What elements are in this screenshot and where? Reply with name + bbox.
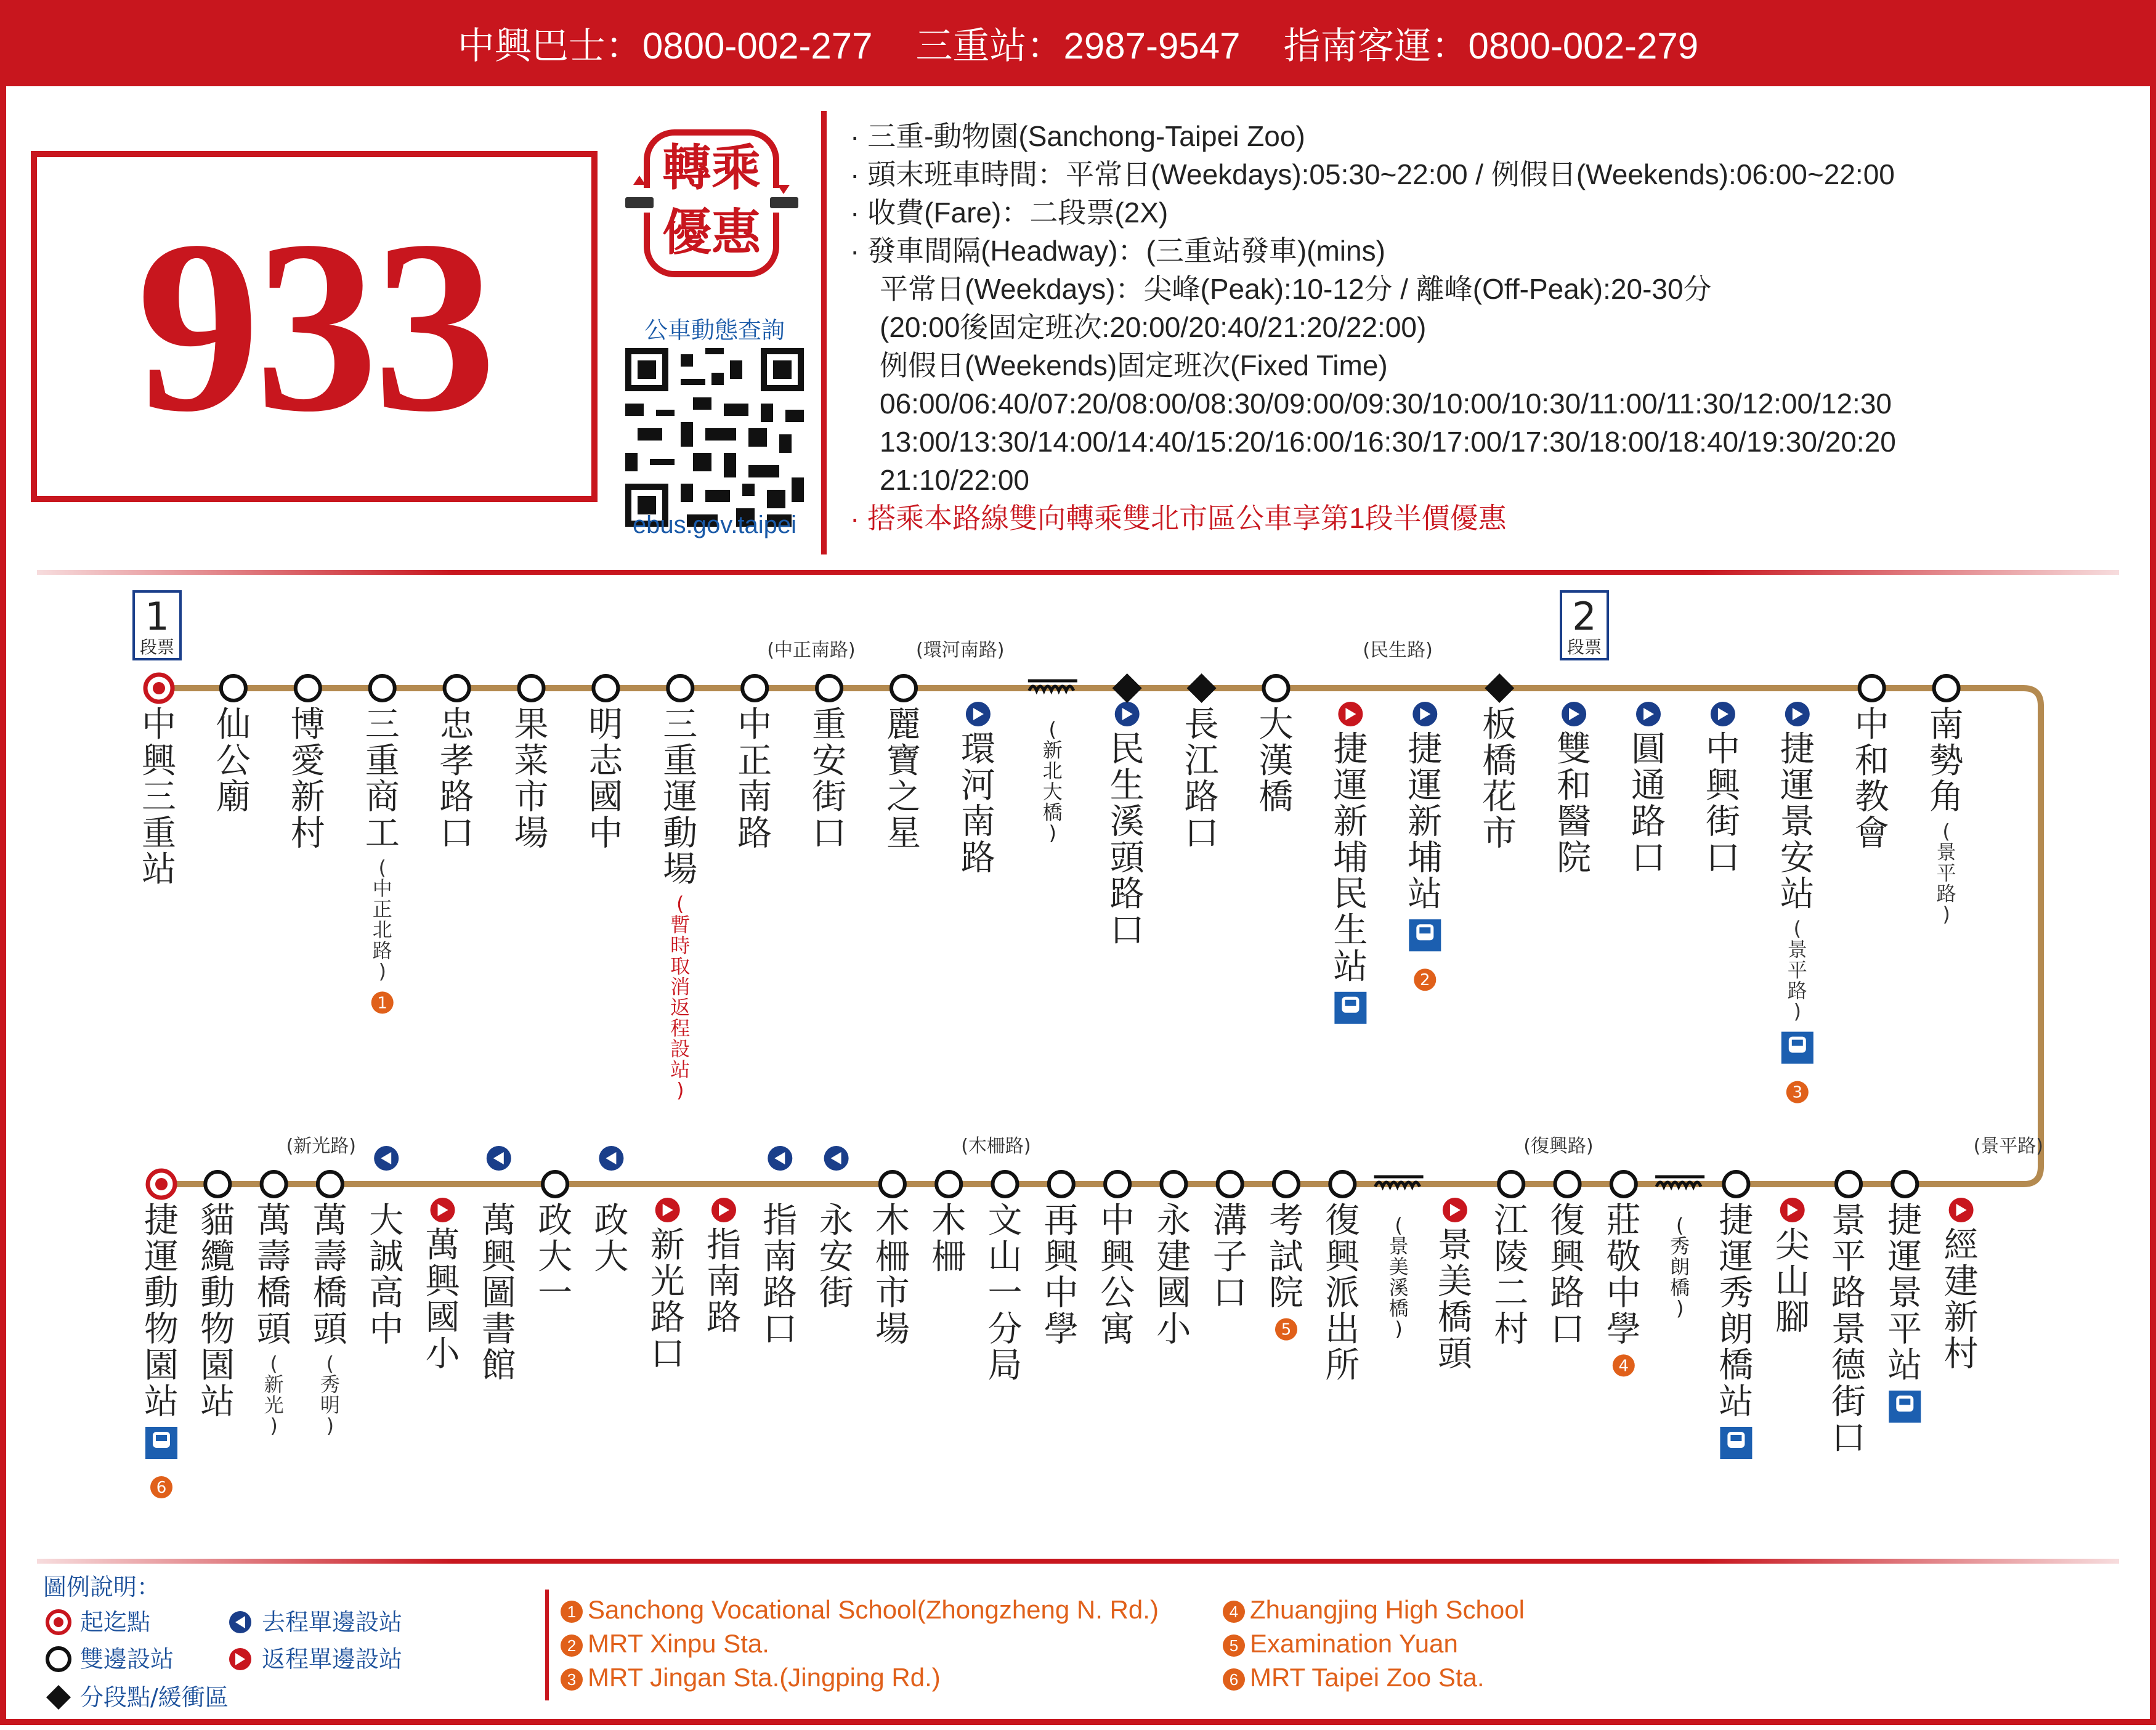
station-name: 指南路 [707,1225,741,1338]
mrt-window [1730,1435,1741,1441]
station-name: 中興街口 [1705,729,1740,879]
info-line: · 收費(Fare)：二段票(2X) [850,197,1169,229]
fare-section-number: 2 [1572,594,1597,639]
legend-return-icon [229,1648,251,1670]
station-name: 莊敬中學 [1606,1201,1641,1350]
two-way-stop-icon [543,1172,567,1196]
station-name: 政大一 [538,1201,573,1314]
station-note-red: (暫時取消返程設站) [670,892,691,1102]
note-number: 4 [1618,1357,1629,1376]
station-name: 經建新村 [1943,1225,1979,1375]
note-number: 6 [156,1479,167,1497]
legend-label: 分段點/緩衝區 [80,1684,229,1711]
station-name: 永安街 [819,1201,854,1314]
info-line: · 發車間隔(Headway)：(三重站發車)(mins) [850,235,1385,267]
two-way-stop-icon [993,1172,1018,1196]
station-name: (新北大橋) [1042,718,1063,845]
badge-line2: 優惠 [662,204,761,261]
station-name: 景平路景德街口 [1831,1201,1866,1458]
station-name: 長江路口 [1184,705,1219,854]
station-name: 文山一分局 [987,1201,1023,1386]
phone-zhongxing: 中興巴士：0800-002-277 [457,25,873,67]
station-name: 景美橋頭 [1437,1225,1472,1375]
section-diamond-icon [1112,673,1142,703]
info-line: · 頭末班車時間：平常日(Weekdays):05:30~22:00 / 例假日(Weekends):06:00~22:00 [850,158,1895,190]
two-way-stop-icon [445,676,469,701]
two-way-stop-icon [1555,1172,1580,1196]
transfer-note: · 搭乘本路線雙向轉乘雙北市區公車享第1段半價優惠 [850,502,1507,534]
legend-diamond-icon [46,1685,71,1710]
station-name: 再興中學 [1044,1201,1079,1350]
station-name: 仙公廟 [216,705,251,818]
station-name: 捷運動物園站 [144,1201,179,1422]
two-way-stop-icon [593,676,618,701]
station-name: 萬壽橋頭 [256,1201,291,1350]
station-name: 明志國中 [588,705,623,854]
two-way-stop-icon [936,1172,961,1196]
station-name: 三重運動場 [663,705,698,890]
two-way-stop-icon [1274,1172,1299,1196]
note-number: 3 [1792,1083,1803,1102]
station-name: 捷運秀朗橋站 [1719,1201,1754,1422]
station-name: 雙和醫院 [1557,729,1592,879]
station-name: 博愛新村 [290,705,325,854]
two-way-stop-icon [1049,1172,1074,1196]
legend-outbound-icon [229,1611,251,1633]
section-diamond-icon [1485,673,1514,703]
two-way-stop-icon [519,676,544,701]
two-way-stop-icon [880,1172,905,1196]
two-way-stop-icon [668,676,692,701]
info-line: 13:00/13:30/14:00/14:40/15:20/16:00/16:30/17:00/17:30/18:00/18:40/19:30/20:20 [880,426,1896,458]
phone-zhinan: 指南客運：0800-002-279 [1283,25,1699,67]
phone-sanchong-station: 三重站：2987-9547 [915,25,1241,67]
two-way-stop-icon [296,676,320,701]
station-name: 政大 [594,1201,629,1277]
two-way-stop-icon [1860,676,1884,701]
info-line: 例假日(Weekends)固定班次(Fixed Time) [880,349,1388,381]
station-name: 貓纜動物園站 [200,1201,235,1422]
note-item: 5 Examination Yuan [1223,1626,1525,1660]
station-name: 尖山腳 [1775,1225,1810,1338]
legend-label: 返程單邊設站 [262,1646,403,1673]
two-way-stop-icon [1611,1172,1636,1196]
note-item: 3 MRT Jingan Sta.(Jingping Rd.) [561,1660,1159,1694]
legend-label: 去程單邊設站 [262,1609,403,1636]
info-line: (20:00後固定班次:20:00/20:40/21:20/22:00) [880,311,1427,343]
note-item: 2 MRT Xinpu Sta. [561,1626,1159,1660]
station-name: 考試院 [1269,1201,1303,1314]
info-line: 平常日(Weekdays)：尖峰(Peak):10-12分 / 離峰(Off-Peak):20-30分 [880,273,1712,305]
mrt-window [1419,927,1430,933]
info-line: 06:00/06:40/07:20/08:00/08:30/09:00/09:30/10:00/10:30/11:00/11:30/12:00/12:30 [880,388,1892,420]
info-line: · 三重-動物園(Sanchong-Taipei Zoo) [850,120,1305,152]
legend-label: 雙邊設站 [80,1646,174,1673]
route-number: 933 [137,190,492,463]
station-name: 木柵 [931,1201,967,1277]
station-name: 南勢角 [1929,705,1964,818]
note-item: 6 MRT Taipei Zoo Sta. [1223,1660,1525,1694]
station-name: 民生溪頭路口 [1109,729,1145,951]
mrt-window [1899,1399,1910,1405]
station-name: 江陵二村 [1494,1201,1529,1350]
station-name: 新光路口 [650,1225,685,1375]
station-name: 重安街口 [812,705,847,854]
legend-items [43,1607,536,1730]
two-way-stop-icon [221,676,246,701]
two-way-stop-icon [1218,1172,1242,1196]
station-name: 永建國小 [1156,1201,1191,1350]
station-name: 捷運新埔站 [1408,729,1443,915]
station-name: 麗寶之星 [886,705,921,854]
station-name: 中興公寓 [1100,1201,1135,1350]
road-label: (景平路) [1973,1135,2044,1157]
note-number: 2 [1420,971,1430,990]
terminal-dot [153,682,165,694]
two-way-stop-icon [1934,676,1959,701]
mrt-window [156,1435,167,1441]
legend [43,1568,536,1730]
station-sub-label: (中正北路) [372,856,392,983]
note-item: 4 Zhuangjing High School [1223,1593,1525,1626]
legend-label: 起迄點 [80,1609,151,1636]
two-way-stop-icon [1330,1172,1355,1196]
two-way-stop-icon [205,1172,230,1196]
station-name: 復興派出所 [1325,1201,1360,1386]
road-label: (新光路) [286,1135,357,1157]
station-name: 中興三重站 [142,705,176,890]
station-name: 環河南路 [960,729,995,879]
two-way-stop-icon [1264,676,1289,701]
mrt-window [1345,1000,1356,1006]
station-name: 三重商工 [365,705,400,854]
station-name: 板橋花市 [1482,705,1517,854]
station-name: 果菜市場 [514,705,549,854]
station-name: (景美溪橋) [1388,1214,1409,1341]
fare-section-label: 段票 [139,637,175,657]
station-name: (秀朗橋) [1670,1214,1690,1320]
info-line: 21:10/22:00 [880,464,1030,496]
road-label: (木柵路) [961,1135,1031,1157]
station-name: 萬壽橋頭 [312,1201,347,1350]
station-name: 捷運景安站 [1780,729,1815,915]
road-label: (民生路) [1363,640,1433,661]
station-name: 木柵市場 [875,1201,910,1350]
two-way-stop-icon [1499,1172,1523,1196]
station-name: 復興路口 [1550,1201,1585,1350]
two-way-stop-icon [1836,1172,1861,1196]
legend-title: 圖例說明： [43,1574,161,1601]
qr-url[interactable]: ebus.gov.taipei [632,511,797,538]
station-sub-label: (景平路) [1787,917,1807,1023]
station-name: 圓通路口 [1631,729,1666,879]
section-diamond-icon [1187,673,1217,703]
station-sub-label: (新光) [264,1352,284,1438]
two-way-stop-icon [1892,1172,1917,1196]
two-way-stop-icon [318,1172,342,1196]
two-way-stop-icon [262,1172,286,1196]
station-name: 捷運新埔民生站 [1333,729,1368,987]
note-item: 1 Sanchong Vocational School(Zhongzheng N. Rd.) [561,1593,1159,1626]
road-label: (復興路) [1523,1135,1594,1157]
legend-both-icon [47,1648,70,1670]
fare-section-label: 段票 [1566,637,1602,657]
station-name: 大誠高中 [369,1201,404,1350]
road-label: (環河南路) [916,640,1005,661]
two-way-stop-icon [1724,1172,1748,1196]
mrt-window [1792,1040,1803,1046]
note-number: 1 [377,994,387,1013]
station-name: 中和教會 [1854,705,1889,854]
two-way-stop-icon [370,676,395,701]
station-sub-label: (秀明) [320,1352,340,1438]
qr-title: 公車動態查詢 [644,317,785,344]
station-name: 指南路口 [763,1201,798,1350]
terminal-dot [155,1178,168,1190]
station-name: 萬興圖書館 [481,1201,516,1386]
legend-terminal-icon [47,1611,70,1633]
station-name: 捷運景平站 [1887,1201,1923,1386]
badge-line1: 轉乘 [662,139,761,197]
station-name: 忠孝路口 [439,705,474,854]
station-name: 中正南路 [737,705,772,854]
station-name: 萬興國小 [425,1225,460,1375]
two-way-stop-icon [891,676,916,701]
two-way-stop-icon [817,676,841,701]
fare-section-number: 1 [145,594,169,639]
two-way-stop-icon [1161,1172,1186,1196]
station-sub-label: (景平路) [1936,819,1956,926]
two-way-stop-icon [1105,1172,1130,1196]
station-name: 大漢橋 [1258,705,1294,818]
road-label: (中正南路) [767,640,856,661]
station-name: 溝子口 [1212,1201,1247,1314]
note-number: 5 [1281,1320,1292,1339]
legend-divider [545,1590,549,1700]
two-way-stop-icon [742,676,767,701]
